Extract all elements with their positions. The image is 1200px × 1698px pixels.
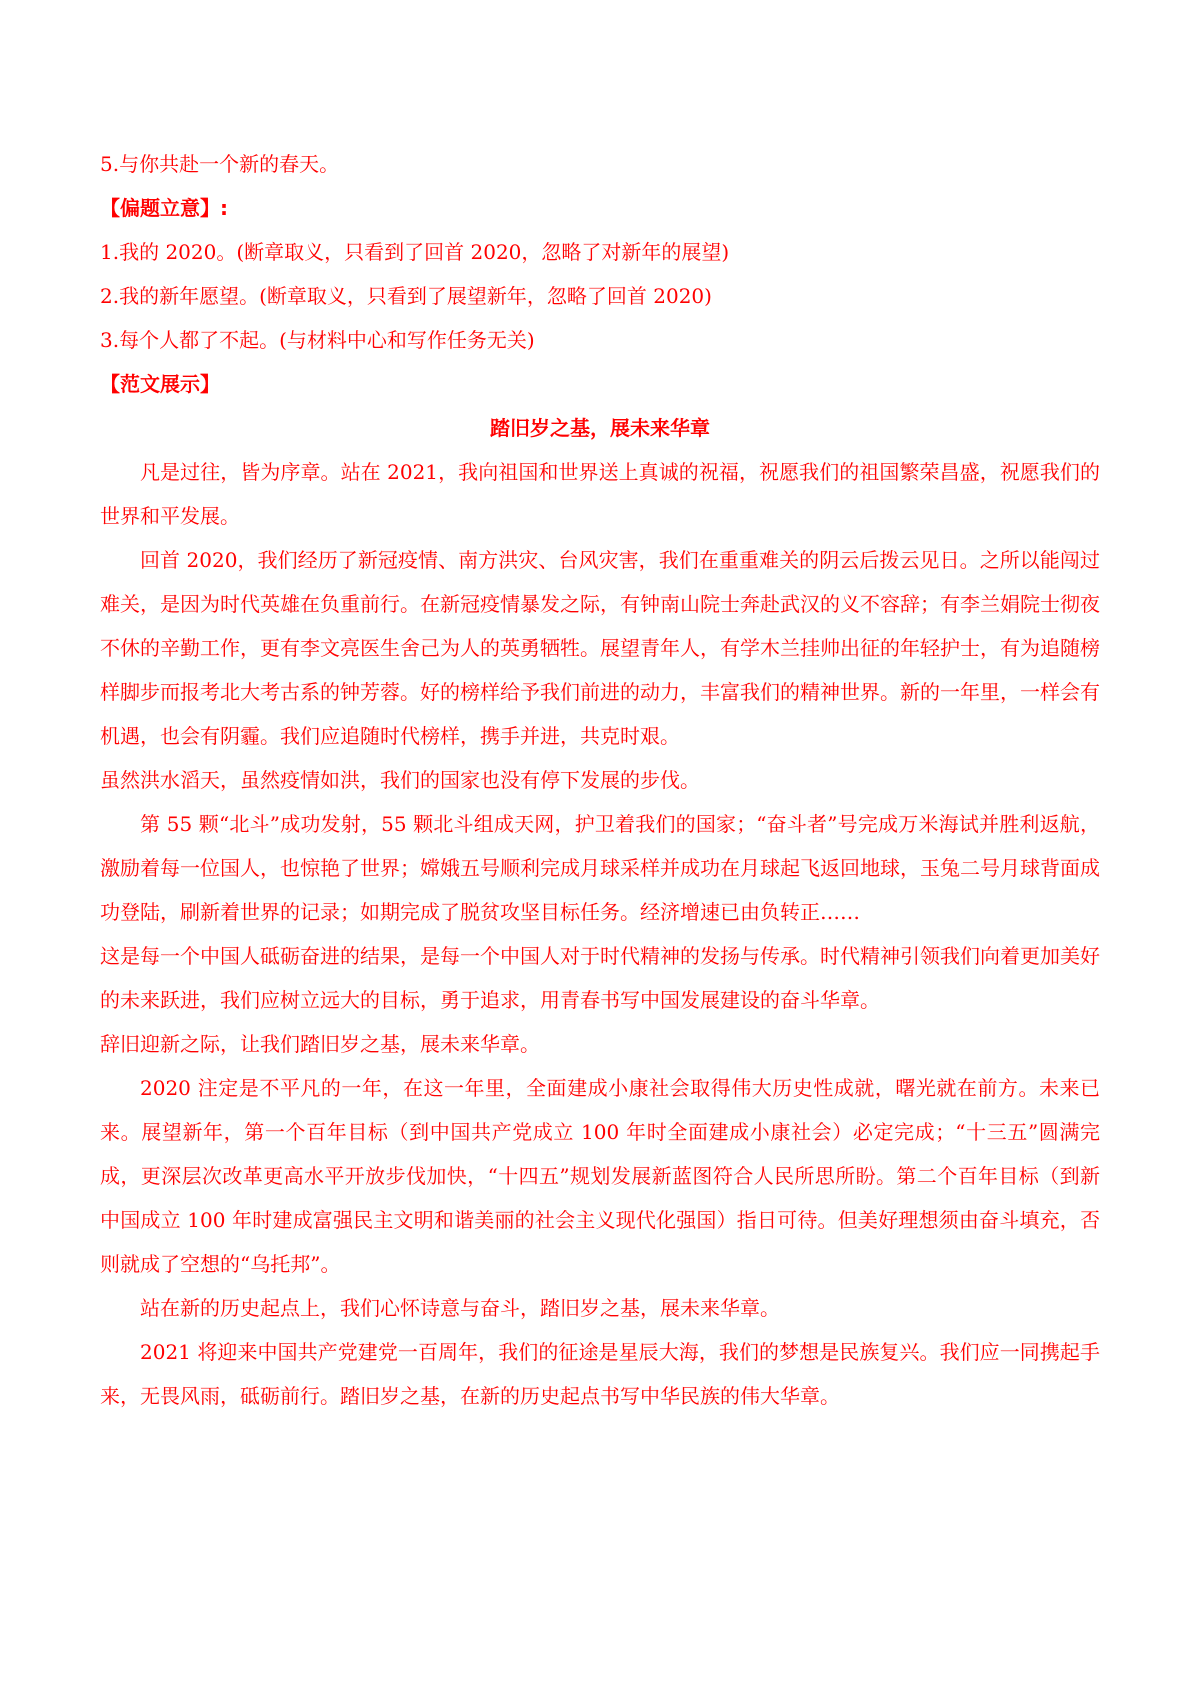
essay-paragraph-3: 虽然洪水滔天，虽然疫情如洪，我们的国家也没有停下发展的步伐。 xyxy=(100,768,700,792)
bad-topic-item-3: 3.每个人都了不起。(与材料中心和写作任务无关) xyxy=(100,328,535,352)
essay-paragraph-8: 站在新的历史起点上，我们心怀诗意与奋斗，踏旧岁之基，展未来华章。 xyxy=(140,1296,780,1320)
essay-paragraph-4: 第 55 颗“北斗”成功发射，55 颗北斗组成天网，护卫着我们的国家；“奋斗者”号完成万米海试并胜利返航，激励着每一位国人，也惊艳了世界；嫦娥五号顺利完成月球采样并成功在月球起飞返回地球，玉兔二号月球背面成功登陆，刷新着世界的记录；如期完成了脱贫攻坚目标任务。经济增速已由负转正…… xyxy=(100,812,1100,924)
essay-paragraph-9: 2021 将迎来中国共产党建党一百周年，我们的征途是星辰大海，我们的梦想是民族复兴。我们应一同携起手来，无畏风雨，砥砺前行。踏旧岁之基，在新的历史起点书写中华民族的伟大华章。 xyxy=(100,1340,1100,1408)
bad-topic-item-1: 1.我的 2020。(断章取义，只看到了回首 2020，忽略了对新年的展望) xyxy=(100,240,730,264)
section-heading-bad-topics: 【偏题立意】: xyxy=(100,196,228,220)
list-item-5: 5.与你共赴一个新的春天。 xyxy=(100,152,340,176)
essay-paragraph-2: 回首 2020，我们经历了新冠疫情、南方洪灾、台风灾害，我们在重重难关的阴云后拨云见日。之所以能闯过难关，是因为时代英雄在负重前行。在新冠疫情暴发之际，有钟南山院士奔赴武汉的义不容辞；有李兰娟院士彻夜不休的辛勤工作，更有李文亮医生舍己为人的英勇牺牲。展望青年人，有学木兰挂帅出征的年轻护士，有为追随榜样脚步而报考北大考古系的钟芳蓉。好的榜样给予我们前进的动力，丰富我们的精神世界。新的一年里，一样会有机遇，也会有阴霾。我们应追随时代榜样，携手并进，共克时艰。 xyxy=(100,548,1100,748)
essay-title: 踏旧岁之基，展未来华章 xyxy=(490,416,710,440)
essay-paragraph-6: 辞旧迎新之际，让我们踏旧岁之基，展未来华章。 xyxy=(100,1032,540,1056)
section-heading-sample-essay: 【范文展示】 xyxy=(100,372,220,396)
essay-paragraph-7: 2020 注定是不平凡的一年，在这一年里，全面建成小康社会取得伟大历史性成就，曙光就在前方。未来已来。展望新年，第一个百年目标（到中国共产党成立 100 年时全面建成小康社会）必定完成；“十三五”圆满完成，更深层次改革更高水平开放步伐加快，“十四五”规划发展新蓝图符合人民所思所盼。第二个百年目标（到新中国成立 100 年时建成富强民主文明和谐美丽的社会主义现代化强国）指日可待。但美好理想须由奋斗填充，否则就成了空想的“乌托邦”。 xyxy=(100,1076,1100,1276)
essay-paragraph-1: 凡是过往，皆为序章。站在 2021，我向祖国和世界送上真诚的祝福，祝愿我们的祖国繁荣昌盛，祝愿我们的世界和平发展。 xyxy=(100,460,1100,528)
document-page xyxy=(100,142,1100,1418)
essay-paragraph-5: 这是每一个中国人砥砺奋进的结果，是每一个中国人对于时代精神的发扬与传承。时代精神引领我们向着更加美好的未来跃进，我们应树立远大的目标，勇于追求，用青春书写中国发展建设的奋斗华章。 xyxy=(100,944,1100,1012)
bad-topic-item-2: 2.我的新年愿望。(断章取义，只看到了展望新年，忽略了回首 2020) xyxy=(100,284,712,308)
